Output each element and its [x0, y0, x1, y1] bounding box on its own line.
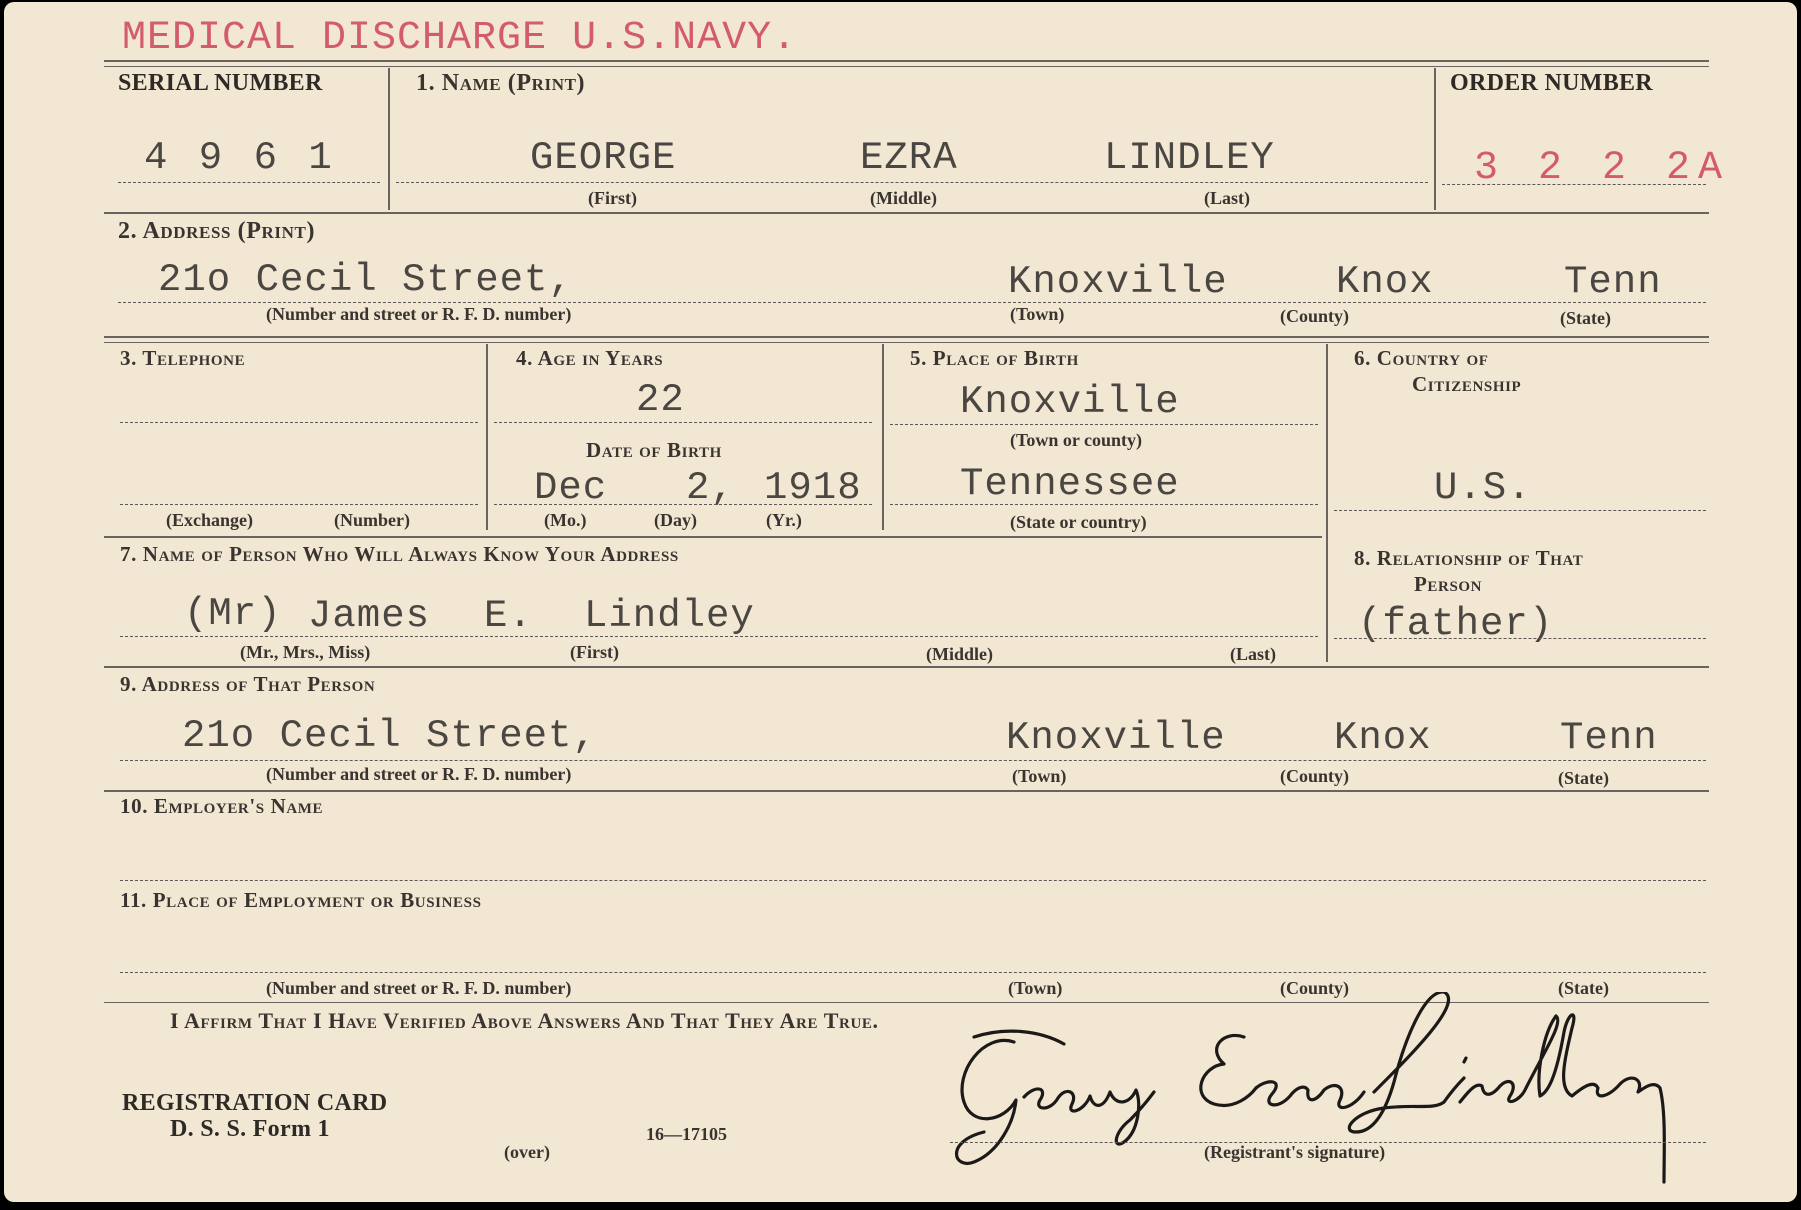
relationship-label-line1: 8. Relationship of That — [1354, 546, 1584, 570]
citizenship-value: U.S. — [1434, 466, 1532, 510]
address-state-caption: (State) — [1560, 308, 1611, 328]
order-number-suffix: A — [1698, 146, 1724, 191]
contact-address-county: Knox — [1334, 716, 1432, 760]
employment-county-caption: (County) — [1280, 978, 1350, 998]
order-number-value: 3 2 2 2 — [1474, 146, 1699, 191]
contact-address-town-caption: (Town) — [1012, 766, 1067, 786]
contact-name-label: 7. Name of Person Who Will Always Know Your Address — [120, 542, 679, 566]
affirmation-statement: I Affirm That I Have Verified Above Answers And That They Are True. — [170, 1008, 879, 1033]
name-label: 1. Name (Print) — [416, 70, 586, 96]
dob-day: 2, — [686, 466, 735, 510]
address-street-caption: (Number and street or R. F. D. number) — [266, 304, 572, 324]
relationship-value: (father) — [1358, 602, 1554, 646]
contact-title-caption: (Mr., Mrs., Miss) — [240, 642, 371, 662]
birth-state: Tennessee — [960, 462, 1180, 506]
name-first-caption: (First) — [588, 188, 637, 208]
contact-address-county-caption: (County) — [1280, 766, 1350, 786]
contact-first-caption: (First) — [570, 642, 619, 662]
address-state: Tenn — [1564, 260, 1662, 304]
serial-number-value: 4 9 6 1 — [144, 136, 336, 180]
registration-card — [4, 2, 1797, 1202]
contact-middle: E. — [484, 594, 533, 638]
contact-address-street: 21o Cecil Street, — [182, 714, 597, 758]
name-last-caption: (Last) — [1204, 188, 1250, 208]
telephone-label: 3. Telephone — [120, 346, 246, 370]
relationship-label-line2: Person — [1414, 572, 1483, 596]
address-town-caption: (Town) — [1010, 304, 1065, 324]
print-code: 16—17105 — [646, 1124, 727, 1144]
contact-address-state-caption: (State) — [1558, 768, 1609, 788]
contact-address-state: Tenn — [1560, 716, 1658, 760]
name-last: LINDLEY — [1104, 136, 1275, 180]
birth-state-caption: (State or country) — [1010, 512, 1147, 532]
citizenship-label-line2: Citizenship — [1412, 372, 1522, 396]
employment-place-label: 11. Place of Employment or Business — [120, 888, 482, 912]
address-county-caption: (County) — [1280, 306, 1350, 326]
dob-month-caption: (Mo.) — [544, 510, 587, 530]
employer-name-label: 10. Employer's Name — [120, 794, 324, 818]
address-street: 21o Cecil Street, — [158, 258, 573, 302]
employment-town-caption: (Town) — [1008, 978, 1063, 998]
citizenship-label-line1: 6. Country of — [1354, 346, 1489, 370]
dob-year: 1918 — [764, 466, 862, 510]
medical-discharge-stamp: MEDICAL DISCHARGE U.S.NAVY. — [122, 16, 798, 61]
dob-month: Dec — [534, 466, 608, 510]
registration-card-title: REGISTRATION CARD — [122, 1090, 388, 1116]
contact-last-caption: (Last) — [1230, 644, 1276, 664]
employment-state-caption: (State) — [1558, 978, 1609, 998]
telephone-number-caption: (Number) — [334, 510, 410, 530]
name-middle-caption: (Middle) — [870, 188, 937, 208]
employment-street-caption: (Number and street or R. F. D. number) — [266, 978, 572, 998]
age-value: 22 — [636, 378, 685, 422]
dob-day-caption: (Day) — [654, 510, 697, 530]
address-town: Knoxville — [1008, 260, 1228, 304]
contact-address-street-caption: (Number and street or R. F. D. number) — [266, 764, 572, 784]
contact-last: Lindley — [584, 594, 755, 638]
name-middle: EZRA — [860, 136, 958, 180]
date-of-birth-label: Date of Birth — [586, 438, 722, 462]
form-number: D. S. S. Form 1 — [170, 1116, 330, 1142]
address-county: Knox — [1336, 260, 1434, 304]
signature-caption: (Registrant's signature) — [1204, 1142, 1386, 1162]
age-label: 4. Age in Years — [516, 346, 664, 370]
place-of-birth-label: 5. Place of Birth — [910, 346, 1079, 370]
dob-year-caption: (Yr.) — [766, 510, 802, 530]
contact-first: James — [308, 594, 431, 638]
name-first: GEORGE — [530, 136, 677, 180]
serial-number-label: SERIAL NUMBER — [118, 70, 323, 96]
telephone-exchange-caption: (Exchange) — [166, 510, 253, 530]
birth-town: Knoxville — [960, 380, 1180, 424]
birth-town-caption: (Town or county) — [1010, 430, 1143, 450]
contact-title: (Mr) — [184, 592, 282, 636]
over-note: (over) — [504, 1142, 550, 1162]
order-number-label: ORDER NUMBER — [1450, 70, 1653, 96]
contact-address-town: Knoxville — [1006, 716, 1226, 760]
contact-address-label: 9. Address of That Person — [120, 672, 376, 696]
address-label: 2. Address (Print) — [118, 218, 316, 244]
contact-middle-caption: (Middle) — [926, 644, 993, 664]
